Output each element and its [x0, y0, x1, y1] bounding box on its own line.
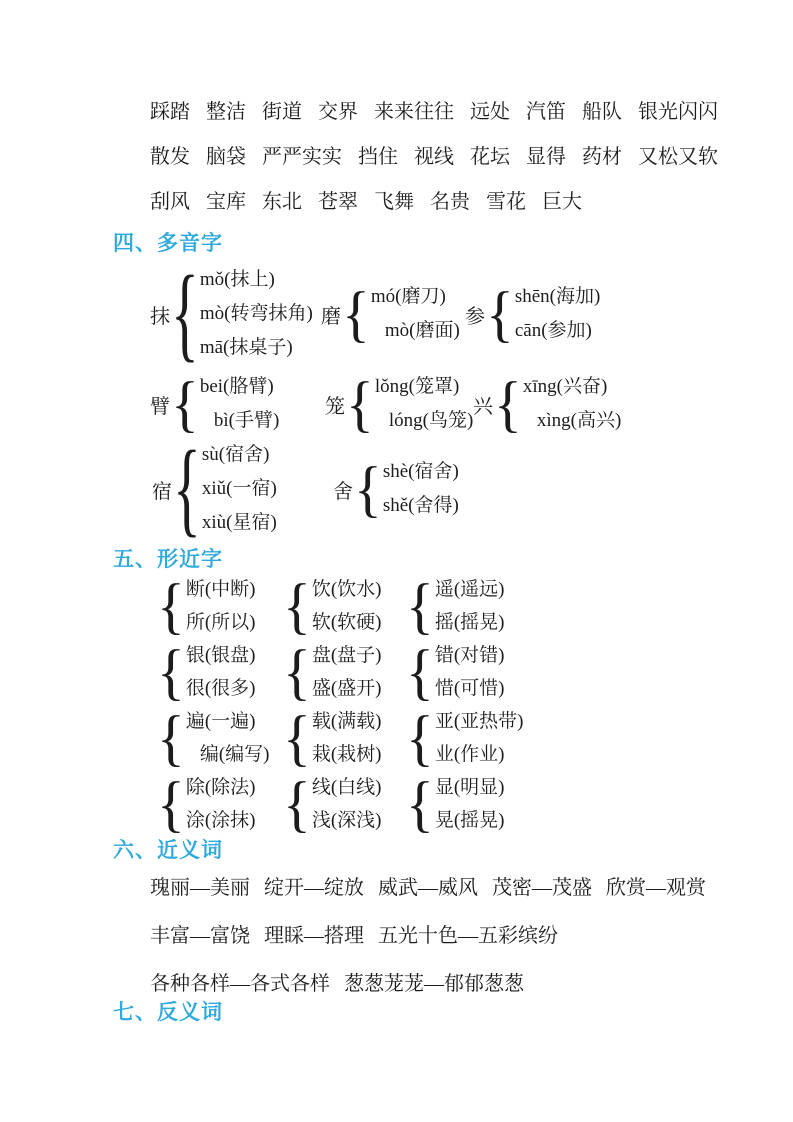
brace-glyph: {	[354, 453, 382, 524]
polyphonic-group	[473, 370, 621, 438]
headword: 磨	[321, 305, 341, 328]
brace-glyph: {	[406, 636, 434, 707]
similar-item: 浅(深浅)	[311, 810, 382, 831]
readings	[383, 455, 459, 523]
similar-row	[156, 636, 524, 707]
readings	[523, 370, 621, 438]
readings	[312, 705, 382, 771]
headword: 兴	[473, 395, 493, 418]
similar-item: 银(银盘)	[185, 645, 256, 666]
vocab-line: 散发 脑袋 严严实实 挡住 视线 花坛 显得 药材 又松又软	[150, 146, 718, 168]
reading: mò(转弯抹角)	[199, 303, 313, 324]
reading: bì(手臂)	[213, 410, 280, 431]
reading: lǒng(笼罩)	[374, 376, 460, 397]
similar-row	[156, 768, 524, 839]
brace-glyph: {	[283, 702, 311, 773]
similar-row	[156, 570, 524, 641]
vocab-block	[150, 90, 718, 225]
similar-item: 所(所以)	[185, 612, 256, 633]
reading: mǒ(抹上)	[199, 269, 275, 290]
polyphonic-group	[152, 428, 333, 548]
brace-glyph: {	[406, 702, 434, 773]
similar-item: 惜(可惜)	[434, 678, 505, 699]
readings	[435, 771, 505, 837]
headword: 舍	[333, 480, 353, 503]
similar-item: 遍(一遍)	[185, 711, 256, 732]
readings	[515, 280, 600, 348]
polyphonic-group	[333, 455, 459, 523]
similar-item: 软(软硬)	[311, 612, 382, 633]
section-title-synonyms: 六、近义词	[113, 839, 223, 862]
reading: xīng(兴奋)	[522, 376, 608, 397]
brace-glyph: {	[157, 768, 185, 839]
headword: 宿	[152, 480, 172, 503]
similar-item: 晃(摇晃)	[434, 810, 505, 831]
brace-glyph: {	[406, 570, 434, 641]
brace-glyph: {	[342, 278, 370, 349]
reading: xiù(星宿)	[201, 512, 277, 533]
brace-glyph: {	[283, 768, 311, 839]
synonym-line: 各种各样—各式各样 葱葱茏茏—郁郁葱葱	[150, 973, 524, 995]
similar-item: 业(作业)	[434, 744, 505, 765]
readings	[200, 263, 313, 365]
similar-item: 断(中断)	[185, 579, 256, 600]
similar-group	[156, 768, 282, 839]
reading: mó(磨刀)	[370, 286, 446, 307]
similar-item: 错(对错)	[434, 645, 505, 666]
polyphonic-group	[325, 370, 473, 438]
reading: mā(抹桌子)	[199, 337, 293, 358]
similar-item: 涂(涂抹)	[185, 810, 256, 831]
similar-item: 摇(摇晃)	[434, 612, 505, 633]
similar-row	[156, 702, 524, 773]
similar-item: 饮(饮水)	[311, 579, 382, 600]
readings	[200, 370, 279, 438]
vocab-line: 踩踏 整洁 街道 交界 来来往往 远处 汽笛 船队 银光闪闪	[150, 101, 718, 123]
readings	[186, 771, 256, 837]
similar-group	[156, 702, 282, 773]
polyphonic-group	[321, 280, 465, 348]
readings	[371, 280, 460, 348]
readings	[312, 771, 382, 837]
brace-glyph: {	[283, 636, 311, 707]
brace-glyph: {	[283, 570, 311, 641]
headword: 臂	[150, 395, 170, 418]
brace-glyph: {	[171, 368, 199, 439]
polyphonic-row	[150, 253, 601, 373]
similar-group	[405, 768, 505, 839]
reading: shēn(海加)	[514, 286, 601, 307]
polyphonic-row	[150, 370, 621, 438]
similar-chars-block	[156, 570, 524, 839]
similar-item: 载(满载)	[311, 711, 382, 732]
reading: shè(宿舍)	[382, 461, 459, 482]
similar-item: 亚(亚热带)	[434, 711, 524, 732]
similar-group	[405, 702, 524, 773]
similar-item: 栽(栽树)	[311, 744, 382, 765]
headword: 抹	[150, 305, 170, 328]
readings	[435, 573, 505, 639]
reading: xìng(高兴)	[536, 410, 622, 431]
similar-item: 很(很多)	[185, 678, 256, 699]
polyphonic-row	[152, 428, 459, 548]
brace-glyph: {	[171, 253, 199, 373]
similar-group	[282, 570, 405, 641]
polyphonic-group	[150, 370, 325, 438]
readings	[435, 639, 505, 705]
reading: cān(参加)	[514, 320, 592, 341]
section-title-similar-chars: 五、形近字	[113, 548, 223, 571]
readings	[186, 705, 270, 771]
brace-glyph: {	[157, 570, 185, 641]
readings	[435, 705, 524, 771]
brace-glyph: {	[157, 636, 185, 707]
readings	[375, 370, 473, 438]
reading: lóng(鸟笼)	[388, 410, 474, 431]
similar-item: 编(编写)	[199, 744, 270, 765]
reading: mò(磨面)	[384, 320, 460, 341]
similar-item: 线(白线)	[311, 777, 382, 798]
similar-item: 遥(遥远)	[434, 579, 505, 600]
headword: 参	[465, 305, 485, 328]
similar-group	[405, 570, 505, 641]
synonym-line: 瑰丽—美丽 绽开—绽放 威武—威风 茂密—茂盛 欣赏—观赏	[150, 877, 706, 899]
polyphonic-group	[465, 280, 600, 348]
similar-item: 盛(盛开)	[311, 678, 382, 699]
brace-glyph: {	[157, 702, 185, 773]
similar-group	[282, 768, 405, 839]
brace-glyph: {	[494, 368, 522, 439]
similar-group	[156, 636, 282, 707]
synonym-line: 丰富—富饶 理睬—搭理 五光十色—五彩缤纷	[150, 925, 558, 947]
readings	[186, 639, 256, 705]
brace-glyph: {	[406, 768, 434, 839]
readings	[312, 573, 382, 639]
readings	[186, 573, 256, 639]
readings	[312, 639, 382, 705]
section-title-polyphonic: 四、多音字	[113, 232, 223, 255]
reading: shě(舍得)	[382, 495, 459, 516]
section-title-antonyms: 七、反义词	[113, 1001, 223, 1024]
similar-item: 除(除法)	[185, 777, 256, 798]
reading: sù(宿舍)	[201, 444, 270, 465]
readings	[202, 438, 277, 540]
reading: bei(胳臂)	[199, 376, 274, 397]
reading: xiǔ(一宿)	[201, 478, 277, 499]
similar-item: 显(明显)	[434, 777, 505, 798]
similar-item: 盘(盘子)	[311, 645, 382, 666]
similar-group	[282, 636, 405, 707]
vocab-line: 刮风 宝库 东北 苍翠 飞舞 名贵 雪花 巨大	[150, 191, 582, 213]
brace-glyph: {	[486, 278, 514, 349]
brace-glyph: {	[346, 368, 374, 439]
similar-group	[282, 702, 405, 773]
similar-group	[156, 570, 282, 641]
polyphonic-group	[150, 253, 321, 373]
similar-group	[405, 636, 505, 707]
synonyms-block	[150, 864, 706, 1008]
headword: 笼	[325, 395, 345, 418]
brace-glyph: {	[173, 428, 201, 548]
